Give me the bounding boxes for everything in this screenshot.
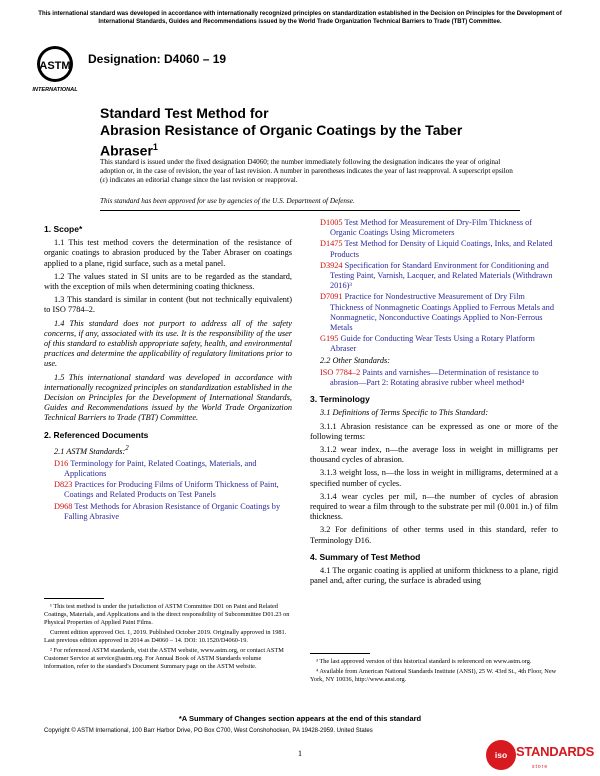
- footnotes-left: [44, 598, 292, 673]
- astm-standards-subheading: 2.1 ASTM Standards:$^2$: [54, 444, 129, 456]
- summary-heading: 4. Summary of Test Method: [310, 551, 421, 562]
- issuance-note: This standard is issued under the fixed designation D4060; the number immediately following the designation indicates the year of original adoption or, in the case of revision, the year of last revision. A number in parentheses indicates the year of last reapproval. A superscript epsilon (ε) indicates an editorial change since the last revision or reapproval.: [100, 158, 513, 185]
- ref-item[interactable]: D1475 Test Method for Density of Liquid Coatings, Inks, and Related Products: [320, 239, 553, 259]
- left-column: [44, 218, 292, 523]
- para-1-4: 1.4 This standard does not purport to address all of the safety concerns, if any, associated with its use. It is the responsibility of the user of this standard to establish appropriate safety, health, and environmental practices and determine the applicability of regulatory limitations prior to use.: [44, 318, 292, 369]
- title-line-2: Abrasion Resistance of Organic Coatings by the Taber Abraser$^1$: [100, 122, 463, 159]
- designation: Designation: D4060 – 19: [88, 52, 227, 66]
- svg-text:INTERNATIONAL: INTERNATIONAL: [32, 87, 78, 93]
- tbt-banner: This international standard was developed in accordance with internationally recognized principles on standardization established in the Decision on Principles for the Development of International Standards, Guides and Recommendations issued by the World Trade Organization Technical Barriers to Trade (TBT) Committee.: [38, 11, 562, 25]
- footnote-1: ¹ This test method is under the jurisdiction of ASTM Committee D01 on Paint and Related Coatings, Materials, and Applications and is the direct responsibility of Subcommittee D01.23 on Physical Properties of Applied Paint Films.: [44, 603, 290, 626]
- iso-standards-store: STANDARDS: [516, 744, 594, 759]
- para-3-1-3: 3.1.3 weight loss, n—the loss in weight in milligrams, determined at a specified number of cycles.: [310, 468, 558, 488]
- dod-approval: This standard has been approved for use by agencies of the U.S. Department of Defense.: [100, 197, 355, 205]
- references-heading: 2. Referenced Documents: [44, 429, 149, 440]
- ref-item[interactable]: D968 Test Methods for Abrasion Resistance of Organic Coatings by Falling Abrasive: [54, 501, 281, 521]
- para-3-1: 3.1 Definitions of Terms Specific to This Standard:: [320, 408, 489, 418]
- footnote-rule: [44, 598, 104, 599]
- iso-store-label: store: [532, 764, 549, 770]
- para-1-2: 1.2 The values stated in SI units are to be regarded as the standard, with the exception of mils when determining coating thickness.: [44, 271, 292, 292]
- standard-title: [100, 105, 520, 160]
- para-4-1: 4.1 The organic coating is applied at uniform thickness to a plane, rigid panel and, after curing, the surface is abraded using: [310, 566, 558, 586]
- para-1-1: 1.1 This test method covers the determination of the resistance of organic coatings to abrasion produced by the Taber Abraser on coatings applied to a plane, rigid surface, such as a metal panel.: [44, 238, 292, 268]
- para-3-2: 3.2 For definitions of other terms used in this standard, refer to Terminology D16.: [310, 525, 558, 545]
- ref-item[interactable]: D823 Practices for Producing Films of Uniform Thickness of Paint, Coatings and Related Products on Test Panels: [54, 480, 279, 500]
- para-1-3: 1.3 This standard is similar in content (but not technically equivalent) to ISO 7784–2.: [44, 295, 292, 315]
- footnotes-right: [310, 653, 558, 686]
- para-3-1-2: 3.1.2 wear index, n—the average loss in weight in milligrams per thousand cycles of abrasion.: [310, 445, 558, 465]
- summary-of-changes-note: *A Summary of Changes section appears at the end of this standard: [178, 714, 422, 723]
- right-column: [310, 218, 558, 590]
- other-standards-subheading: 2.2 Other Standards:: [320, 355, 390, 365]
- footnote-2: ² For referenced ASTM standards, visit the ASTM website, www.astm.org, or contact ASTM Customer Service at service@astm.org. For Annual Book of ASTM Standards volume information, refer to the standard's Document Summary page on the ASTM website.: [44, 647, 284, 670]
- ref-item[interactable]: G195 Guide for Conducting Wear Tests Using a Rotary Platform Abraser: [320, 334, 535, 354]
- divider: [100, 210, 520, 211]
- para-1-5: 1.5 This international standard was developed in accordance with internationally recognized principles on standardization established in the Decision on Principles for the Development of International Standards, Guides and Recommendations issued by the World Trade Organization Technical Barriers to Trade (TBT) Committee.: [44, 372, 292, 423]
- svg-text:ASTM: ASTM: [39, 60, 71, 72]
- scope-heading: 1. Scope*: [44, 224, 83, 234]
- ref-item[interactable]: D16 Terminology for Paint, Related Coatings, Materials, and Applications: [54, 458, 257, 479]
- ref-item[interactable]: D1005 Test Method for Measurement of Dry-Film Thickness of Organic Coatings Using Micrometers: [320, 218, 533, 238]
- astm-logo: [32, 44, 78, 94]
- ref-item[interactable]: D3924 Specification for Standard Environment for Conditioning and Testing Paint, Varnish, Lacquer, and Related Materials (Withdrawn 2016)³: [320, 260, 553, 291]
- footnote-rule: [310, 653, 370, 654]
- footnote-3: ³ The last approved version of this historical standard is referenced on www.astm.org.: [316, 658, 532, 665]
- ref-item[interactable]: D7091 Practice for Nondestructive Measurement of Dry Film Thickness of Nonmagnetic Coatings Applied to Ferrous Metals and Nonmagnetic, Nonconductive Coatings Applied to Non-Ferrous Metals: [320, 292, 554, 333]
- title-line-1: Standard Test Method for: [100, 105, 269, 121]
- para-3-1-4: 3.1.4 wear cycles per mil, n—the number of cycles of abrasion required to wear a film through to the substrate per mil (0.001 in.) of film thickness.: [310, 491, 558, 522]
- title-footnote-mark: 1: [152, 142, 158, 152]
- terminology-heading: 3. Terminology: [310, 394, 370, 405]
- ref-item[interactable]: ISO 7784–2 Paints and varnishes—Determination of resistance to abrasion—Part 2: Rotating abrasive rubber wheel method⁴: [320, 367, 539, 388]
- page-number: 1: [297, 748, 303, 758]
- para-3-1-1: 3.1.1 Abrasion resistance can be expressed as one or more of the following terms:: [310, 421, 558, 441]
- iso-logo-icon: iso: [486, 740, 516, 770]
- copyright: Copyright © ASTM International, 100 Barr Harbor Drive, PO Box C700, West Conshohocken, PA 19428-2959. United States: [44, 728, 373, 734]
- footnote-4: ⁴ Available from American National Standards Institute (ANSI), 25 W. 43rd St., 4th Floor, New York, NY 10036, http://www.ansi.org.: [310, 668, 557, 683]
- footnote-1b: Current edition approved Oct. 1, 2019. Published October 2019. Originally approved in 1981. Last previous edition approved in 2014 as D4060 – 14. DOI: 10.1520/D4060-19.: [44, 629, 287, 644]
